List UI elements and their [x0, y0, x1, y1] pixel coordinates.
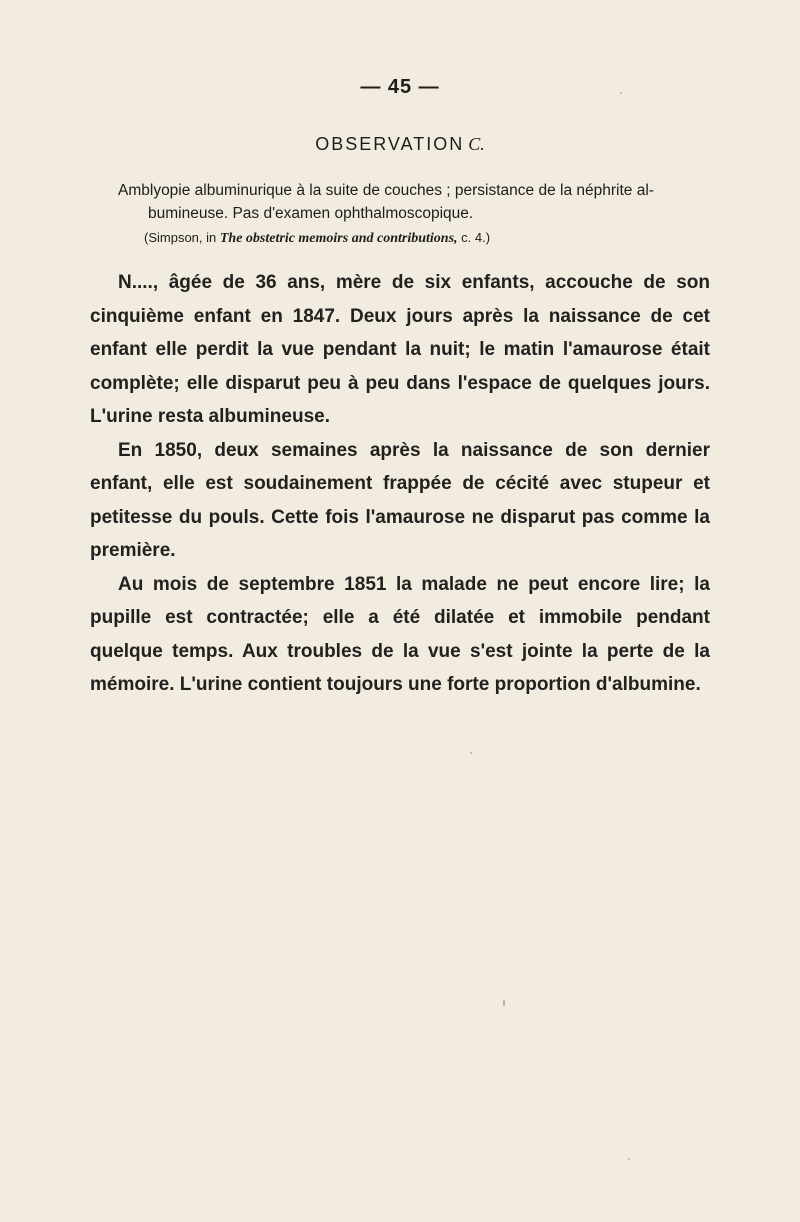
page-number: — 45 — — [360, 76, 440, 98]
observation-body — [90, 266, 710, 702]
source-suffix: c. 4.) — [457, 230, 491, 245]
observation-summary — [118, 179, 710, 225]
source-citation — [144, 230, 490, 247]
source-work-title: The obstetric memoirs and contributions, — [219, 231, 458, 246]
summary-line-2: bumineuse. Pas d'examen ophthalmoscopique. — [148, 205, 474, 222]
paragraph-3: Au mois de septembre 1851 la malade ne peut encore lire; la pupille est contractée; elle a été dilatée et immobile pendant quelque temps. Aux troubles de la vue s'est jointe la perte de la mémoire. L'urine contient toujours une forte proportion d'albumine. — [90, 573, 710, 695]
paper-speck — [628, 1158, 630, 1160]
paper-speck — [470, 752, 472, 754]
paragraph-1: N...., âgée de 36 ans, mère de six enfants, accouche de son cinquième enfant en 1847. Deux jours après la naissance de cet enfant elle perdit la vue pendant la nuit; le matin l'amaurose était complète; elle disparut peu à peu dans l'espace de quelques jours. L'urine resta albumineuse. — [90, 272, 710, 427]
paper-speck — [503, 1000, 505, 1006]
paper-speck — [620, 92, 622, 94]
source-prefix: (Simpson, in — [144, 230, 220, 245]
paragraph-2: En 1850, deux semaines après la naissance de son dernier enfant, elle est soudainement frappée de cécité avec stupeur et petitesse du pouls. Cette fois l'amaurose ne disparut pas comme la première. — [90, 439, 710, 561]
summary-line-1: Amblyopie albuminurique à la suite de couches ; persistance de la néphrite al- — [118, 182, 654, 199]
observation-title-letter: C. — [468, 134, 485, 154]
observation-title-label: OBSERVATION — [315, 134, 465, 154]
observation-title — [0, 134, 800, 155]
